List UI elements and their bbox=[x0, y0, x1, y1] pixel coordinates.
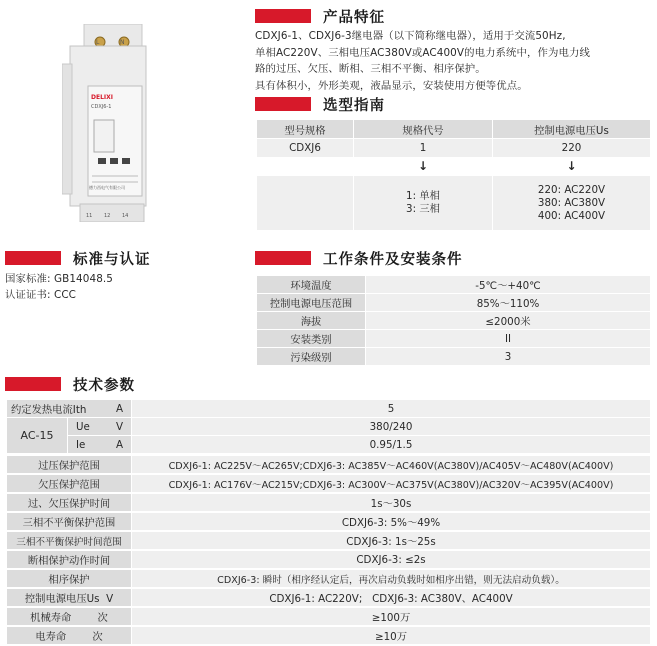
ue-value: 380/240 bbox=[132, 418, 650, 435]
condition-value: ≤2000米 bbox=[366, 312, 650, 329]
ith-label-cell bbox=[7, 400, 131, 417]
tech-value: CDXJ6-3: 1s～25s bbox=[132, 532, 650, 549]
terminal-label-14: 14 bbox=[122, 213, 129, 219]
brand-logo: DELIXI bbox=[91, 94, 113, 101]
device-model-label: CDXJ6-1 bbox=[91, 104, 112, 110]
tech-value: CDXJ6-1: AC225V～AC265V;CDXJ6-3: AC385V～AC460V(AC380V)/AC405V～AC480V(AC400V) bbox=[132, 456, 650, 473]
terminal-label-12: 12 bbox=[104, 213, 111, 219]
tech-label: 三相不平衡保护时间范围 bbox=[7, 532, 131, 549]
features-line: CDXJ6-1、CDXJ6-3继电器（以下简称继电器），适用于交流50Hz, bbox=[255, 30, 566, 42]
selection-voltage: 220 bbox=[493, 139, 650, 157]
ie-value: 0.95/1.5 bbox=[132, 436, 650, 453]
ie-label-cell bbox=[68, 436, 131, 453]
condition-label: 控制电源电压范围 bbox=[257, 294, 365, 311]
terminal-label-11: 11 bbox=[86, 213, 93, 219]
tech-value: CDXJ6-1: AC176V～AC215V;CDXJ6-3: AC300V～AC375V(AC380V)/AC320V～AC395V(AC400V) bbox=[132, 475, 650, 492]
ith-value: 5 bbox=[132, 400, 650, 417]
standard-line: 国家标准: GB14048.5 bbox=[5, 273, 114, 285]
tech-label: 欠压保护范围 bbox=[7, 475, 131, 492]
condition-label: 安装类别 bbox=[257, 330, 365, 347]
conditions-title: 工作条件及安装条件 bbox=[323, 251, 463, 268]
features-line: 单相AC220V、三相电压AC380V或AC400V的电力系统中，作为电力线 bbox=[255, 46, 590, 59]
condition-value: 85%～110% bbox=[366, 294, 650, 311]
arrow-down-icon: ↓ bbox=[566, 159, 577, 173]
tech-title: 技术参数 bbox=[73, 377, 135, 394]
tech-value: CDXJ6-3: 5%～49% bbox=[132, 513, 650, 530]
ie-unit: A bbox=[115, 438, 123, 451]
selection-voltage-options bbox=[493, 176, 650, 230]
tech-label: 机械寿命 次 bbox=[7, 608, 131, 625]
selection-header-voltage: 控制电源电压Us bbox=[493, 120, 650, 138]
ith-label: 约定发热电流Ith bbox=[11, 404, 87, 416]
code-option: 1: 单相 bbox=[406, 190, 440, 202]
selection-code-options bbox=[354, 176, 492, 230]
panel-caption: 德力西电气有限公司 bbox=[89, 185, 125, 190]
ue-label: Ue bbox=[76, 420, 90, 433]
selection-title: 选型指南 bbox=[323, 97, 385, 114]
tech-label: 断相保护动作时间 bbox=[7, 551, 131, 568]
condition-value: 3 bbox=[366, 348, 650, 365]
section-bar bbox=[255, 97, 311, 111]
relay-device-illustration bbox=[62, 24, 150, 222]
tech-label: 相序保护 bbox=[7, 570, 131, 587]
features-header bbox=[255, 5, 385, 27]
ue-label-cell bbox=[68, 418, 131, 435]
ie-label: Ie bbox=[76, 438, 86, 451]
standards-text bbox=[5, 271, 245, 303]
selection-header-model: 型号规格 bbox=[257, 120, 353, 138]
tech-label: 过、欠压保护时间 bbox=[7, 494, 131, 511]
ac15-label: AC-15 bbox=[7, 418, 67, 453]
section-bar bbox=[5, 377, 61, 391]
ith-unit: A bbox=[115, 402, 123, 415]
tech-header bbox=[5, 373, 135, 395]
section-bar bbox=[255, 251, 311, 265]
voltage-option: 400: AC400V bbox=[537, 209, 606, 222]
selection-blank-cell bbox=[257, 176, 353, 230]
tech-value: CDXJ6-3: ≤2s bbox=[132, 551, 650, 568]
features-line: 具有体积小，外形美观，液晶显示，安装使用方便等优点。 bbox=[255, 79, 528, 92]
ue-unit: V bbox=[115, 420, 123, 433]
tech-value: 1s～30s bbox=[132, 494, 650, 511]
section-bar bbox=[5, 251, 61, 265]
certificate-line: 认证证书: CCC bbox=[5, 289, 77, 301]
arrow-down-icon: ↓ bbox=[417, 159, 429, 173]
selection-code: 1 bbox=[354, 139, 492, 157]
tech-label: 三相不平衡保护范围 bbox=[7, 513, 131, 530]
standards-header bbox=[5, 247, 151, 269]
voltage-option: 380: AC380V bbox=[537, 196, 606, 209]
terminal-label-l: L bbox=[96, 39, 100, 46]
condition-value: II bbox=[366, 330, 650, 347]
tech-value: CDXJ6-3: 瞬时（相序经认定后，再次启动负载时如相序出错，则无法启动负载）。 bbox=[132, 570, 650, 587]
conditions-header bbox=[255, 247, 463, 269]
selection-header bbox=[255, 93, 385, 115]
standards-title: 标准与认证 bbox=[73, 251, 151, 268]
tech-label: 过压保护范围 bbox=[7, 456, 131, 473]
condition-label: 污染级别 bbox=[257, 348, 365, 365]
condition-value: -5℃～+40℃ bbox=[366, 276, 650, 293]
features-text bbox=[255, 28, 655, 94]
selection-model: CDXJ6 bbox=[257, 139, 353, 157]
features-title: 产品特征 bbox=[323, 9, 385, 26]
code-option: 3: 三相 bbox=[406, 203, 440, 215]
tech-label: 电寿命 次 bbox=[7, 627, 131, 644]
relay-device-image bbox=[62, 24, 150, 222]
tech-value: ≥10万 bbox=[132, 627, 650, 644]
voltage-option: 220: AC220V bbox=[537, 183, 606, 196]
tech-label: 控制电源电压Us V bbox=[7, 589, 131, 606]
features-line: 路的过压、欠压、断相、三相不平衡、相序保护。 bbox=[255, 63, 486, 75]
condition-label: 环境温度 bbox=[257, 276, 365, 293]
terminal-label-n: N bbox=[120, 39, 125, 46]
tech-value: ≥100万 bbox=[132, 608, 650, 625]
selection-header-code: 规格代号 bbox=[354, 120, 492, 138]
condition-label: 海拔 bbox=[257, 312, 365, 329]
tech-value: CDXJ6-1: AC220V; CDXJ6-3: AC380V、AC400V bbox=[132, 589, 650, 606]
section-bar bbox=[255, 9, 311, 23]
